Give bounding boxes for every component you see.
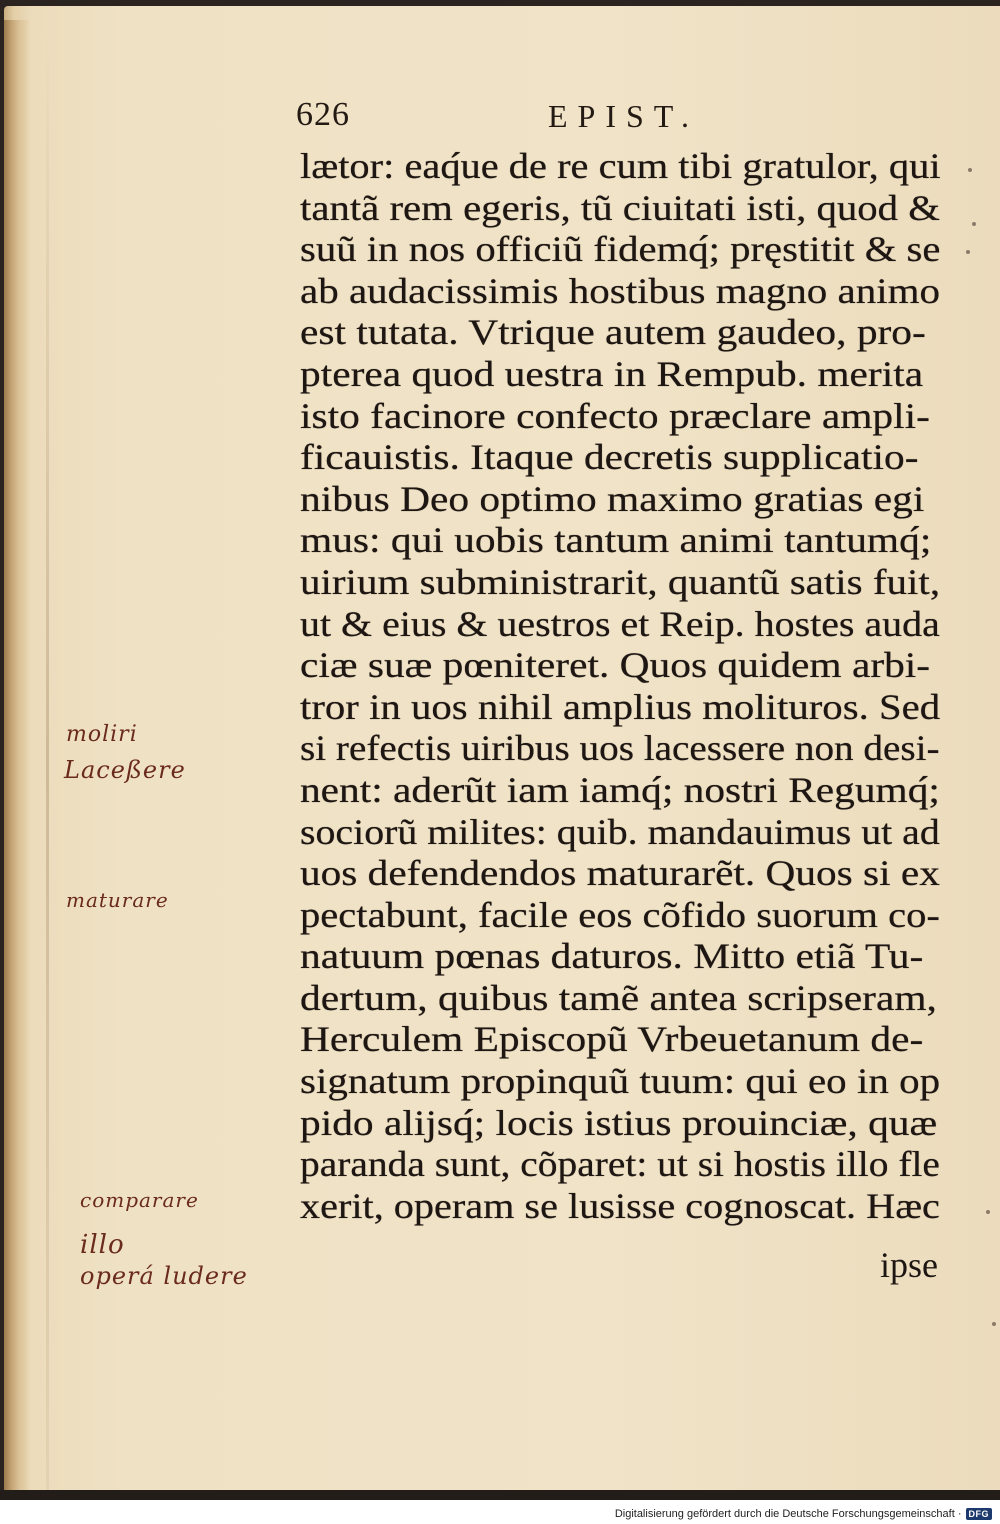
margin-note: operá ludere: [80, 1262, 248, 1290]
text-line: mus: qui uobis tantum animi tantumq́;: [300, 520, 932, 561]
text-line: pido alijsq́; locis istius prouinciæ, quæ: [300, 1102, 938, 1143]
text-line: uirium subministrarit, quantũ satis fuit,: [300, 561, 941, 602]
margin-note: maturare: [66, 888, 169, 912]
text-line: tantã rem egeris, tũ ciuitati isti, quod &: [300, 187, 941, 228]
text-line: tror in uos nihil amplius molituros. Sed: [300, 686, 941, 727]
text-line: natuum pœnas daturos. Mitto etiã Tu-: [300, 936, 924, 977]
digitization-credit: [615, 1508, 992, 1520]
margin-note: moliri: [66, 722, 138, 747]
page-header: [296, 96, 796, 140]
text-line: dertum, quibus tamẽ antea scripseram,: [300, 977, 937, 1018]
margin-note: illo: [80, 1230, 125, 1260]
text-line: sociorũ milites: quib. mandauimus ut ad: [300, 811, 940, 852]
text-line: paranda sunt, cõparet: ut si hostis illo fle: [300, 1144, 940, 1185]
text-line: xerit, operam se lusisse cognoscat. Hæc: [300, 1185, 940, 1226]
gutter-fold: [46, 30, 49, 1490]
text-line: isto facinore confecto præclare ampli-: [300, 395, 930, 436]
text-line: est tutata. Vtrique autem gaudeo, pro-: [300, 312, 926, 353]
margin-note: Laceßere: [64, 756, 186, 784]
text-line: pectabunt, facile eos cõfido suorum co-: [300, 894, 940, 935]
running-head: EPIST.: [548, 98, 699, 134]
text-line: suũ in nos officiũ fidemq́; pręstitit & se: [300, 229, 941, 270]
text-line: lætor: eaq́ue de re cum tibi gratulor, qui: [300, 146, 941, 186]
credit-text: Digitalisierung gefördert durch die Deutsche Forschungsgemeinschaft ·: [614, 1508, 962, 1520]
text-line: Herculem Episcopũ Vrbeuetanum de-: [300, 1019, 924, 1060]
margin-note: comparare: [80, 1188, 199, 1212]
ink-speck: [992, 1322, 996, 1326]
text-line: signatum propinquũ tuum: qui eo in op: [300, 1061, 941, 1102]
text-line: ab audacissimis hostibus magno animo: [300, 270, 941, 311]
text-line: uos defendendos maturarẽt. Quos si ex: [300, 853, 940, 894]
text-line: ciæ suæ pœniteret. Quos quidem arbi-: [300, 645, 931, 686]
catchword: ipse: [880, 1245, 938, 1285]
scan-border: [0, 1490, 1000, 1500]
text-line: nent: aderũt iam iamq́; nostri Regumq́;: [300, 769, 940, 810]
page-edge-shadow: [4, 20, 30, 1490]
text-line: ut & eius & uestros et Reip. hostes auda: [300, 603, 940, 644]
page-number: 626: [296, 96, 350, 133]
body-text: [300, 146, 960, 1227]
dfg-logo: DFG: [966, 1508, 993, 1520]
text-line: si refectis uiribus uos lacessere non desi-: [300, 728, 940, 769]
text-line: ficauistis. Itaque decretis supplicatio-: [300, 437, 919, 478]
text-line: pterea quod uestra in Rempub. merita: [300, 353, 924, 394]
text-line: nibus Deo optimo maximo gratias egi: [300, 478, 925, 519]
